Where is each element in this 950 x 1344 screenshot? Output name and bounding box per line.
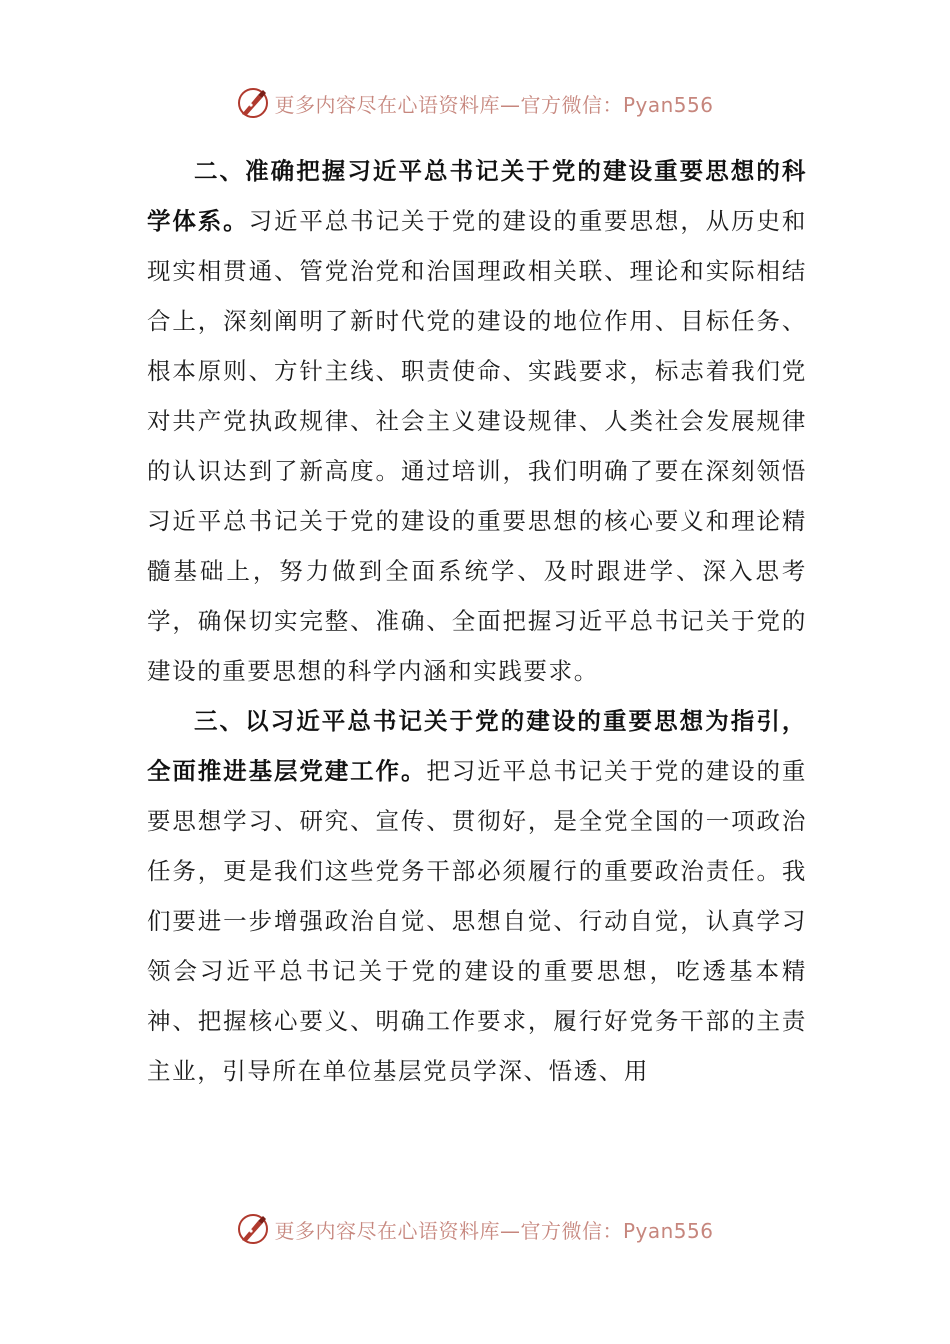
section-body: 把习近平总书记关于党的建设的重要思想学习、研究、宣传、贯彻好，是全党全国的一项政治任务，更是我们这些党务干部必须履行的重要政治责任。我们要进一步增强政治自觉、思想自觉、行动自觉，认真学习领会习近平总书记关于党的建设的重要思想，吃透基本精神、把握核心要义、明确工作要求，履行好党务干部的主责主业，引导所在单位基层党员学深、悟透、用 (147, 757, 807, 1085)
section-heading: 三、以习近平总书记关于党的建设的重要思想为指引，全面推进基层党建工作。 (147, 707, 807, 785)
section-body: 习近平总书记关于党的建设的重要思想，从历史和现实相贯通、管党治党和治国理政相关联、理论和实际相结合上，深刻阐明了新时代党的建设的地位作用、目标任务、根本原则、方针主线、职责使命、实践要求，标志着我们党对共产党执政规律、社会主义建设规律、人类社会发展规律的认识达到了新高度。通过培训，我们明确了要在深刻领悟习近平总书记关于党的建设的重要思想的核心要义和理论精髓基础上，努力做到全面系统学、及时跟进学、深入思考学，确保切实完整、准确、全面把握习近平总书记关于党的建设的重要思想的科学内涵和实践要求。 (147, 207, 808, 685)
pen-nib-logo-icon (236, 1212, 270, 1246)
section-heading: 二、准确把握习近平总书记关于党的建设重要思想的科学体系。 (147, 157, 807, 235)
pen-nib-logo-icon (236, 86, 270, 120)
footer-banner (0, 1209, 950, 1249)
header-banner-text: 更多内容尽在心语资料库—官方微信：Pyan556 (274, 92, 714, 117)
section-paragraph (147, 146, 807, 696)
document-body (147, 146, 807, 1096)
header-banner (0, 83, 950, 123)
section-paragraph (147, 696, 807, 1096)
footer-banner-text: 更多内容尽在心语资料库—官方微信：Pyan556 (274, 1218, 714, 1243)
